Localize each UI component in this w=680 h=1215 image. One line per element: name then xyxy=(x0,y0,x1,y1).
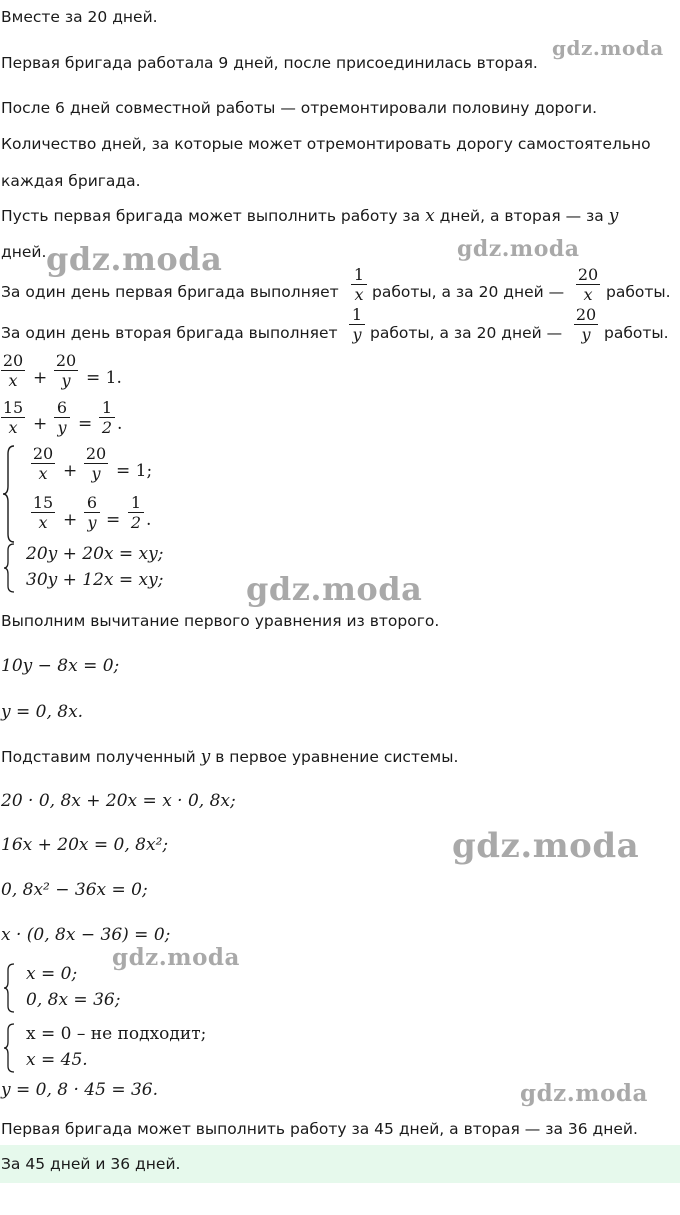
equals-sign: = xyxy=(106,510,121,530)
system-brace xyxy=(2,444,18,544)
denominator: y xyxy=(57,418,67,437)
denominator: x xyxy=(38,464,48,483)
fraction-20-y xyxy=(54,352,78,389)
watermark: gdz.moda xyxy=(552,36,664,60)
numerator: 1 xyxy=(353,265,365,284)
plus-sign: + xyxy=(63,461,78,481)
equation: 16x + 20x = 0, 8x²; xyxy=(1,835,169,855)
watermark: gdz.moda xyxy=(112,944,240,971)
numerator: 20 xyxy=(575,305,597,324)
denominator: x xyxy=(354,285,364,304)
denominator: y xyxy=(87,513,97,532)
fraction-6-y xyxy=(54,399,70,436)
text: За один день вторая бригада выполняет xyxy=(1,324,338,342)
numerator: 20 xyxy=(85,444,107,463)
denominator: 2 xyxy=(130,513,142,532)
denominator: x xyxy=(38,513,48,532)
equation: 10y − 8x = 0; xyxy=(1,656,120,676)
answer-text: За 45 дней и 36 дней. xyxy=(1,1155,181,1173)
numerator: 15 xyxy=(32,493,54,512)
condition-line: После 6 дней совместной работы — отремонтировали половину дороги. xyxy=(1,99,598,117)
var-y: y xyxy=(608,206,619,226)
condition-line: Вместе за 20 дней. xyxy=(1,8,158,26)
equation: y = 0, 8x. xyxy=(1,702,84,722)
fraction-20-x xyxy=(1,352,25,389)
var-x: x xyxy=(425,206,435,226)
denominator: y xyxy=(581,325,591,344)
period: . xyxy=(117,414,123,434)
fraction-1-y xyxy=(349,306,365,343)
watermark: gdz.moda xyxy=(246,570,423,608)
fraction-20-x xyxy=(31,445,55,482)
text: За один день первая бригада выполняет xyxy=(1,283,339,301)
numerator: 20 xyxy=(2,351,24,370)
watermark: gdz.moda xyxy=(452,826,640,866)
conclusion: Первая бригада может выполнить работу за 45 дней, а вторая — за 36 дней. xyxy=(1,1120,638,1138)
equation: y = 0, 8 · 45 = 36. xyxy=(1,1080,159,1100)
system-brace xyxy=(3,542,17,594)
fraction-20-y xyxy=(84,445,108,482)
plus-sign: + xyxy=(63,510,78,530)
numerator: 6 xyxy=(86,493,98,512)
system-equation: x = 0 – не подходит; xyxy=(26,1024,207,1044)
numerator: 15 xyxy=(2,398,24,417)
first-brigade-line xyxy=(1,283,339,301)
watermark: gdz.moda xyxy=(46,240,223,278)
system-equation: 20y + 20x = xy; xyxy=(26,544,164,564)
equation: x · (0, 8x − 36) = 0; xyxy=(1,925,171,945)
equation-rhs: = 1. xyxy=(86,368,122,388)
text: работы, а за 20 дней — xyxy=(370,324,563,342)
assumption-line: дней. xyxy=(1,243,47,261)
denominator: x xyxy=(583,285,593,304)
step-text: Выполним вычитание первого уравнения из второго. xyxy=(1,612,440,630)
numerator: 1 xyxy=(130,493,142,512)
var-y: y xyxy=(200,747,211,767)
condition-line: Первая бригада работала 9 дней, после присоединилась вторая. xyxy=(1,54,538,72)
plus-sign: + xyxy=(33,368,48,388)
fraction-15-x xyxy=(1,399,25,436)
assumption-line xyxy=(1,206,618,226)
numerator: 6 xyxy=(56,398,68,417)
fraction-1-2 xyxy=(128,494,144,531)
step-text xyxy=(1,747,458,767)
numerator: 20 xyxy=(55,351,77,370)
text: работы. xyxy=(606,283,671,301)
numerator: 20 xyxy=(32,444,54,463)
answer-box xyxy=(0,1145,680,1183)
equals-sign: = xyxy=(78,414,93,434)
watermark: gdz.moda xyxy=(520,1080,648,1107)
text: в первое уравнение системы. xyxy=(215,748,459,766)
system-equation: x = 45. xyxy=(26,1050,88,1070)
fraction-6-y xyxy=(84,494,100,531)
fraction-15-x xyxy=(31,494,55,531)
system-equation: 0, 8x = 36; xyxy=(26,990,121,1010)
fraction-1-2 xyxy=(99,399,115,436)
numerator: 20 xyxy=(577,265,599,284)
text: работы, а за 20 дней — xyxy=(372,283,565,301)
equation-rhs: = 1; xyxy=(116,461,153,481)
denominator: x xyxy=(8,418,18,437)
numerator: 1 xyxy=(101,398,113,417)
denominator: y xyxy=(91,464,101,483)
fraction-1-x xyxy=(351,266,367,303)
second-brigade-line xyxy=(1,324,338,342)
denominator: y xyxy=(352,325,362,344)
period: . xyxy=(146,510,152,530)
denominator: 2 xyxy=(101,418,113,437)
denominator: x xyxy=(8,371,18,390)
system-brace xyxy=(3,1022,17,1074)
question-line: каждая бригада. xyxy=(1,172,141,190)
text: Пусть первая бригада может выполнить работу за xyxy=(1,207,421,225)
denominator: y xyxy=(61,371,71,390)
numerator: 1 xyxy=(351,305,363,324)
question-line: Количество дней, за которые может отремонтировать дорогу самостоятельно xyxy=(1,135,651,153)
text: работы. xyxy=(604,324,669,342)
system-equation: x = 0; xyxy=(26,964,78,984)
fraction-20-x xyxy=(576,266,600,303)
system-brace xyxy=(3,962,17,1014)
plus-sign: + xyxy=(33,414,48,434)
equation: 0, 8x² − 36x = 0; xyxy=(1,880,148,900)
fraction-20-y xyxy=(574,306,598,343)
text: дней, а вторая — за xyxy=(439,207,604,225)
watermark: gdz.moda xyxy=(457,236,580,262)
text: Подставим полученный xyxy=(1,748,196,766)
equation: 20 · 0, 8x + 20x = x · 0, 8x; xyxy=(1,791,236,811)
system-equation: 30y + 12x = xy; xyxy=(26,570,164,590)
